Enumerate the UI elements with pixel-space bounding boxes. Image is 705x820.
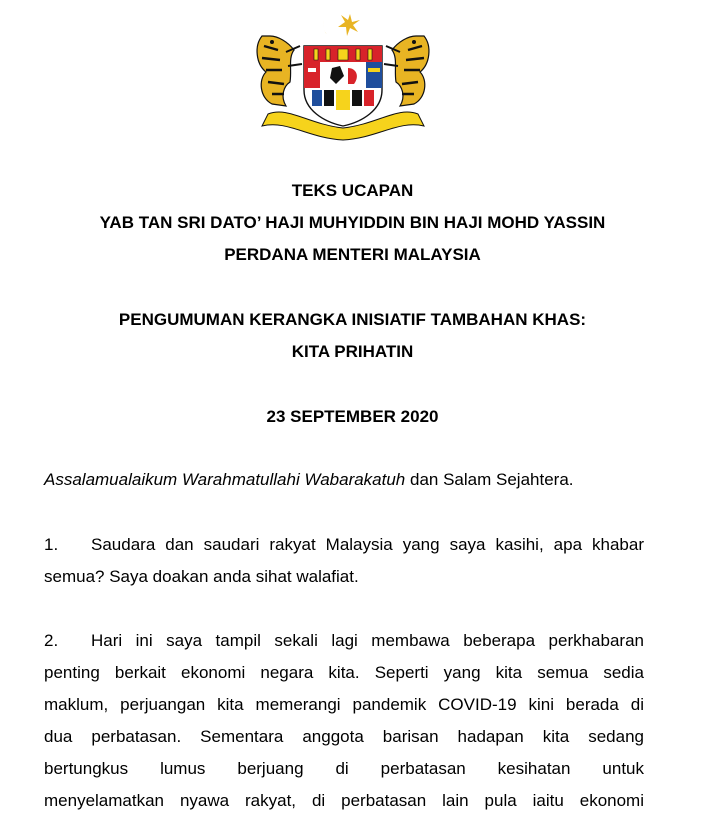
heading-line-3: PERDANA MENTERI MALAYSIA: [224, 245, 481, 264]
greeting-line: [44, 466, 664, 494]
speech-heading: [0, 175, 705, 271]
paragraph-line: maklum, perjuangan kita memerangi pandemik COVID-19 kini berada di: [44, 695, 644, 714]
paragraph-line: bertungkus lumus berjuang di perbatasan kesihatan untuk: [44, 759, 644, 778]
heading-line-2: YAB TAN SRI DATO’ HAJI MUHYIDDIN BIN HAJI MOHD YASSIN: [99, 213, 606, 232]
paragraph-line: 1. Saudara dan saudari rakyat Malaysia yang saya kasihi, apa khabar: [44, 529, 644, 561]
paragraph-line: 2. Hari ini saya tampil sekali lagi membawa beberapa perkhabaran: [44, 625, 644, 657]
heading-line-5: KITA PRIHATIN: [291, 342, 414, 361]
paragraph-line: menyelamatkan nyawa rakyat, di perbatasan lain pula iaitu ekonomi: [44, 791, 644, 810]
shield-icon: [304, 46, 382, 126]
paragraph-line: dua perbatasan. Sementara anggota barisan hadapan kita sedang: [44, 727, 644, 746]
speech-date: [0, 401, 705, 433]
announcement-heading: [0, 304, 705, 368]
coat-of-arms-emblem: [248, 6, 438, 142]
right-tiger-icon: [384, 36, 429, 106]
paragraph-2: [44, 625, 644, 817]
paragraph-1: [44, 529, 644, 593]
heading-line-1: TEKS UCAPAN: [291, 181, 414, 200]
greeting-italic: Assalamualaikum Warahmatullahi Wabarakatuh: [44, 470, 406, 489]
greeting-rest: dan Salam Sejahtera.: [405, 470, 574, 489]
coat-of-arms-icon: [248, 6, 438, 142]
paragraph-number: 2.: [44, 631, 59, 650]
date-line: 23 SEPTEMBER 2020: [266, 407, 439, 426]
left-tiger-icon: [257, 36, 302, 106]
paragraph-line: semua? Saya doakan anda sihat walafiat.: [44, 567, 359, 586]
paragraph-number: 1.: [44, 535, 59, 554]
paragraph-line: penting berkait ekonomi negara kita. Seperti yang kita semua sedia: [44, 663, 644, 682]
heading-line-4: PENGUMUMAN KERANGKA INISIATIF TAMBAHAN KHAS:: [118, 310, 587, 329]
